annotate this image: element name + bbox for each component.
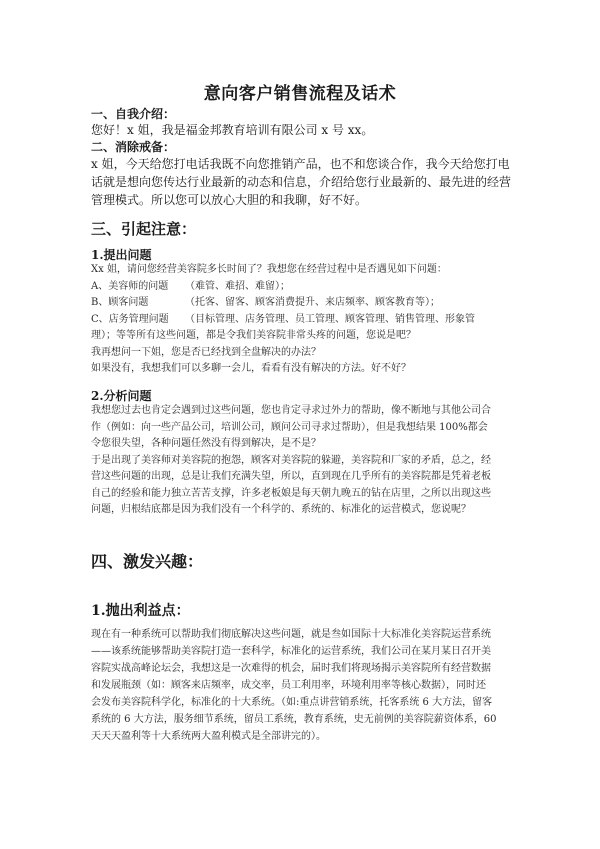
section-heading-remove-guard: 二、消除戒备：: [91, 140, 176, 154]
section-heading-interest: 四、激发兴趣：: [91, 552, 204, 571]
paragraph-line: x 姐，今天给您打电话我既不向您推销产品，也不和您谈合作，我今天给您打电: [91, 157, 510, 171]
subheading-benefit-points: 1.抛出利益点：: [91, 603, 190, 619]
paragraph-line: 和发展瓶颈（如：顾客来店频率，成交率，员工利用率，环境利用率等核心数据），同时还: [91, 680, 486, 691]
self-intro-text: 您好！x 姐，我是福金邦教育培训有限公司 x 号 xx。: [91, 123, 374, 137]
question-item-label: A、美容师的问题: [91, 280, 169, 292]
benefit-points-block: [91, 626, 521, 745]
paragraph-line: 于是出现了美容师对美容院的抱怨，顾客对美容院的躲避，美容院和厂家的矛盾，总之，经: [91, 454, 491, 466]
question-item-label: B、顾客问题: [91, 297, 149, 308]
paragraph-line: 我再想问一下姐，您是否已经找到全盘解决的办法？: [91, 346, 321, 358]
paragraph-line: 如果没有，我想我们可以多聊一会儿，看看有没有解决的方法。好不好？: [91, 363, 411, 374]
question-item-detail: （目标管理、店务管理、员工管理、顾客管理、销售管理、形象管: [185, 313, 475, 325]
paragraph-line: Xx 姐，请问您经营美容院多长时间了？我想您在经营过程中是否遇见如下问题：: [91, 264, 447, 275]
subheading-raise-questions: 1.提出问题: [91, 248, 152, 262]
analyze-questions-block: [91, 403, 521, 519]
paragraph-line: 自己的经验和能力独立苦苦支撑，许多老板娘是每天朝九晚五的钻在店里，之所以出现这些: [91, 487, 491, 499]
question-item-a: [91, 279, 521, 296]
question-item-detail: （难管、难招、难留）；: [185, 280, 290, 292]
paragraph-line: 问题，归根结底都是因为我们没有一个科学的、系统的、标准化的运营模式，您说呢？: [91, 504, 471, 515]
paragraph-line: 容院实战高峰论坛会，我想这是一次难得的机会，届时我们将现场揭示美容院所有经营数据: [91, 663, 491, 674]
remove-guard-paragraph: [91, 155, 521, 209]
paragraph-line: 天天天盈利等十大系统两大盈利模式是全部讲完的）。: [91, 731, 326, 742]
question-item-b: [91, 295, 521, 312]
paragraph-line: 令您很失望，各种问题任然没有得到解决，是不是？: [91, 438, 321, 449]
paragraph-line: 系统的 6 大方法，服务细节系统，留员工系统，教育系统，史无前例的美容院薪资体系，60: [91, 714, 497, 725]
question-item-label: C、店务管理问题: [91, 313, 169, 325]
paragraph-line: 管理模式。所以您可以放心大胆的和我聊，好不好。: [91, 193, 368, 207]
raise-questions-block: [91, 262, 521, 378]
paragraph-line: 营这些问题的出现，总是让我们充满失望，所以，直到现在几乎所有的美容院都是凭着老板: [91, 471, 491, 482]
paragraph-line: 会发布美容院科学化，标准化的十大系统。（如:重点讲营销系统，托客系统 6 大方法，留客: [91, 697, 493, 708]
paragraph-line: 作（例如：向一些产品公司，培训公司，顾问公司寻求过帮助），但是我想结果 100%都会: [91, 421, 488, 433]
paragraph-line: 话就是想向您传达行业最新的动态和信息，介绍给您行业最新的、最先进的经营: [91, 175, 512, 189]
question-item-detail: （托客、留客、顾客消费提升、来店频率、顾客教育等）；: [185, 297, 440, 308]
section-heading-attention: 三、引起注意：: [91, 220, 197, 238]
paragraph-line: 理）；等等所有这些问题，都是令我们美容院非常头疼的问题，您说是吧？: [91, 330, 416, 341]
question-item-c: [91, 312, 521, 329]
page-title: 意向客户销售流程及话术: [203, 84, 397, 104]
subheading-analyze-questions: 2.分析问题: [91, 389, 152, 403]
paragraph-line: 现在有一种系统可以帮助我们彻底解决这些问题，就是叁如国际十大标准化美容院运营系统: [91, 629, 491, 640]
paragraph-line: ——该系统能够帮助美容院打造一套科学，标准化的运营系统，我们公司在某月某日召开美: [91, 646, 491, 657]
paragraph-line: 我想您过去也肯定会遇到过这些问题，您也肯定寻求过外力的帮助，像不断地与其他公司合: [91, 405, 491, 416]
section-heading-self-intro: 一、自我介绍：: [91, 107, 176, 121]
